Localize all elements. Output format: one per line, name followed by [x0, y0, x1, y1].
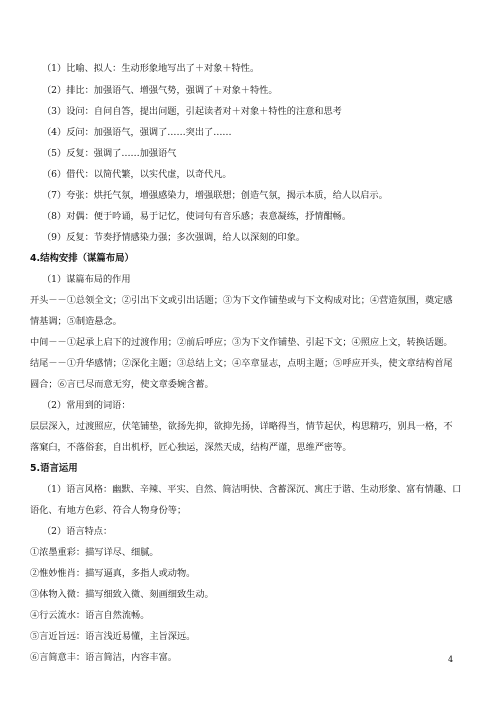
text-line: （1）比喻、拟人：生动形象地写出了＋对象＋特性。	[42, 63, 260, 74]
text-line: （1）语言风格：幽默、辛辣、平实、自然、简洁明快、含蓄深沉、寓庄于谐、生动形象、富有情趣、口	[42, 484, 462, 495]
text-line: 层层深入，过渡照应，伏笔铺垫，欲扬先抑，欲抑先扬，详略得当，情节起伏，构思精巧，别具一格，不	[30, 421, 453, 432]
list-item: ②惟妙惟肖：描写逼真，多指人或动物。	[30, 568, 196, 579]
subsection-heading: （2）常用到的词语：	[42, 400, 131, 411]
page-number: 4	[448, 655, 454, 664]
text-line: 中间－－①起承上启下的过渡作用；②前后呼应；③为下文作铺垫、引起下文；④照应上文，转换话题。	[30, 337, 453, 348]
section-heading: 4.结构安排（谋篇布局）	[30, 253, 134, 264]
text-line: 结尾－－①升华感情；②深化主题；③总结上文；④卒章显志，点明主题；⑤呼应开头，使文章结构首尾	[30, 358, 453, 369]
list-item: ⑥言简意丰：语言简洁，内容丰富。	[30, 652, 177, 663]
list-item: ①浓墨重彩：描写详尽、细腻。	[30, 547, 159, 558]
text-line: （2）排比：加强语气、增强气势，强调了＋对象＋特性。	[42, 85, 278, 96]
text-line: （3）设问：自问自答，提出问题，引起读者对＋对象＋特性的注意和思考	[42, 106, 342, 117]
section-heading: 5.语言运用	[30, 463, 78, 474]
text-line: （7）夸张：烘托气氛，增强感染力，增强联想；创造气氛，揭示本质，给人以启示。	[42, 190, 388, 201]
text-line: 情基调；⑤制造悬念。	[30, 316, 122, 327]
text-line: 开头－－①总领全文；②引出下文或引出话题；③为下文作铺垫或与下文构成对比；④营造氛围，奠定感	[30, 295, 453, 306]
text-line: （5）反复：强调了……加强语气	[42, 148, 177, 159]
list-item: ⑤言近旨远：语言浅近易懂，主旨深远。	[30, 631, 196, 642]
text-line: 圆合；⑥言已尽而意无穷，使文章委婉含蓄。	[30, 379, 214, 390]
list-item: ④行云流水：语言自然流畅。	[30, 610, 150, 621]
text-line: （9）反复：节奏抒情感染力强；多次强调，给人以深刻的印象。	[42, 232, 306, 243]
text-line: （6）借代：以简代繁，以实代虚，以奇代凡。	[42, 169, 232, 180]
text-line: 落窠臼，不落俗套，自出机杼，匠心独运，深然天成，结构严谨，思维严密等。	[30, 442, 352, 453]
subsection-heading: （2）语言特点：	[42, 526, 113, 537]
list-item: ③体物入微：描写细致入微、刻画细致生动。	[30, 589, 214, 600]
subsection-heading: （1）谋篇布局的作用	[42, 274, 131, 285]
text-line: （4）反问：加强语气，强调了……突出了……	[42, 127, 232, 138]
text-line: 语化、有地方色彩、符合人物身份等；	[30, 505, 187, 516]
text-line: （8）对偶：便于吟诵，易于记忆，使词句有音乐感；表意凝练，抒情酣畅。	[42, 211, 352, 222]
